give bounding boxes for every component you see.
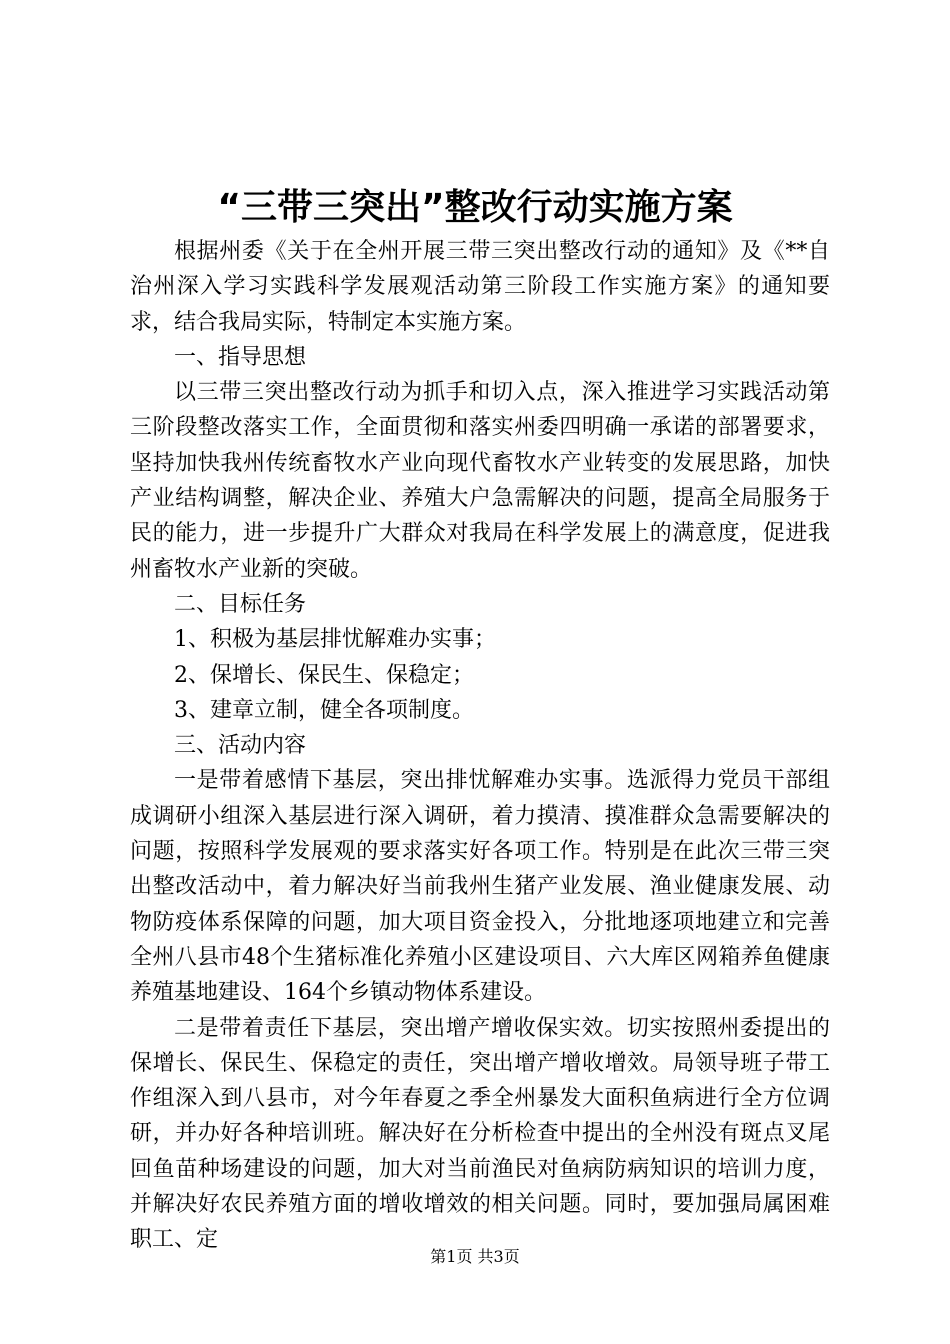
activity-paragraph: 一是带着感情下基层，突出排忧解难办实事。选派得力党员干部组成调研小组深入基层进行深入调研，着力摸清、摸准群众急需要解决的问题，按照科学发展观的要求落实好各项工作。特别是在此次三带三突出整改活动中，着力解决好当前我州生猪产业发展、渔业健康发展、动物防疫体系保障的问题，加大项目资金投入，分批地逐项地建立和完善全州八县市48个生猪标准化养殖小区建设项目、六大库区网箱养鱼健康养殖基地建设、164个乡镇动物体系建设。	[130, 768, 830, 1006]
section-heading-activities: 三、活动内容	[174, 733, 307, 759]
document-title: “三带三突出”整改行动实施方案	[217, 187, 733, 228]
goal-item: 3、建章立制，健全各项制度。	[174, 697, 474, 723]
activity-paragraph: 二是带着责任下基层，突出增产增收保实效。切实按照州委提出的保增长、保民生、保稳定的责任，突出增产增收增效。局领导班子带工作组深入到八县市，对今年春夏之季全州暴发大面积鱼病进行全方位调研，并办好各种培训班。解决好在分析检查中提出的全州没有斑点叉尾回鱼苗种场建设的问题，加大对当前渔民对鱼病防病知识的培训力度，并解决好农民养殖方面的增收增效的相关问题。同时，要加强局属困难职工、定	[130, 1015, 830, 1253]
goal-item: 2、保增长、保民生、保稳定；	[174, 662, 474, 688]
guiding-thought-paragraph: 以三带三突出整改行动为抓手和切入点，深入推进学习实践活动第三阶段整改落实工作，全面贯彻和落实州委四明确一承诺的部署要求，坚持加快我州传统畜牧水产业向现代畜牧水产业转变的发展思路，加快产业结构调整，解决企业、养殖大户急需解决的问题，提高全局服务于民的能力，进一步提升广大群众对我局在科学发展上的满意度，促进我州畜牧水产业新的突破。	[130, 380, 830, 582]
intro-paragraph: 根据州委《关于在全州开展三带三突出整改行动的通知》及《**自治州深入学习实践科学发展观活动第三阶段工作实施方案》的通知要求，结合我局实际，特制定本实施方案。	[130, 239, 830, 335]
goal-item: 1、积极为基层排忧解难办实事；	[174, 627, 496, 653]
section-heading-goals: 二、目标任务	[174, 591, 307, 617]
document-body	[130, 234, 830, 1258]
page-number-footer: 第1页 共3页	[430, 1247, 520, 1266]
section-heading-guiding-thought: 一、指导思想	[174, 344, 307, 370]
